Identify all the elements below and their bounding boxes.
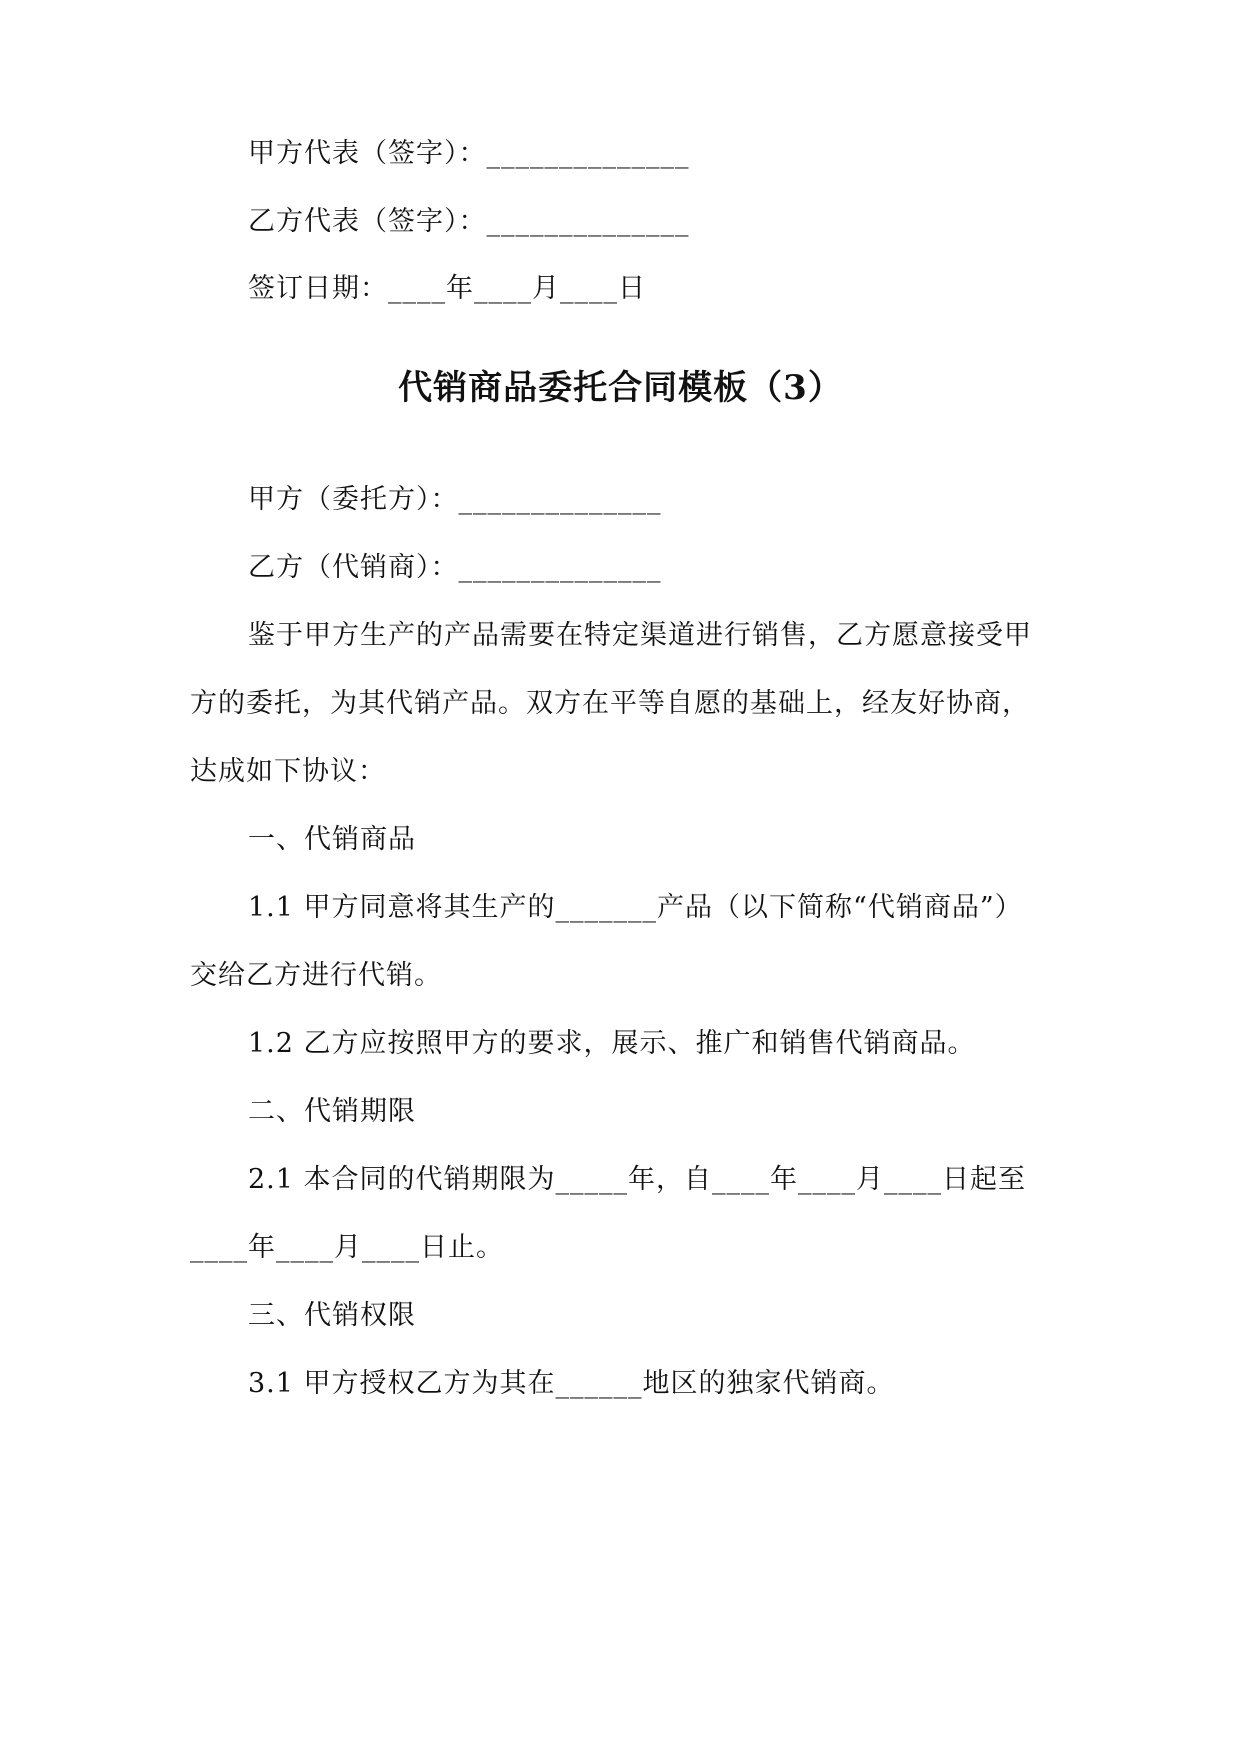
preamble-line-3: 达成如下协议： [190, 756, 386, 787]
clause-2-1-line-2: ____年____月____日止。 [190, 1232, 504, 1263]
section-3-heading: 三、代销权限 [248, 1300, 416, 1331]
party-a-representative-signature: 甲方代表（签字）：______________ [248, 138, 690, 169]
clause-1-1-line-1: 1.1 甲方同意将其生产的_______产品（以下简称“代销商品”） [248, 892, 1023, 923]
clause-1-2: 1.2 乙方应按照甲方的要求，展示、推广和销售代销商品。 [248, 1028, 976, 1059]
preamble-line-2: 方的委托，为其代销产品。双方在平等自愿的基础上，经友好协商， [190, 688, 1030, 719]
clause-2-1-line-1: 2.1 本合同的代销期限为_____年，自____年____月____日起至 [248, 1164, 1027, 1195]
document-title: 代销商品委托合同模板（3） [398, 368, 843, 408]
preamble-line-1: 鉴于甲方生产的产品需要在特定渠道进行销售，乙方愿意接受甲 [248, 620, 1032, 651]
section-2-heading: 二、代销期限 [248, 1096, 416, 1127]
party-b-representative-signature: 乙方代表（签字）：______________ [248, 206, 690, 237]
section-1-heading: 一、代销商品 [248, 824, 416, 855]
party-b-line: 乙方（代销商）：______________ [248, 552, 662, 583]
clause-3-1: 3.1 甲方授权乙方为其在______地区的独家代销商。 [248, 1368, 895, 1399]
signing-date: 签订日期：____年____月____日 [248, 273, 646, 304]
party-a-line: 甲方（委托方）：______________ [248, 484, 662, 515]
clause-1-1-line-2: 交给乙方进行代销。 [190, 960, 442, 991]
